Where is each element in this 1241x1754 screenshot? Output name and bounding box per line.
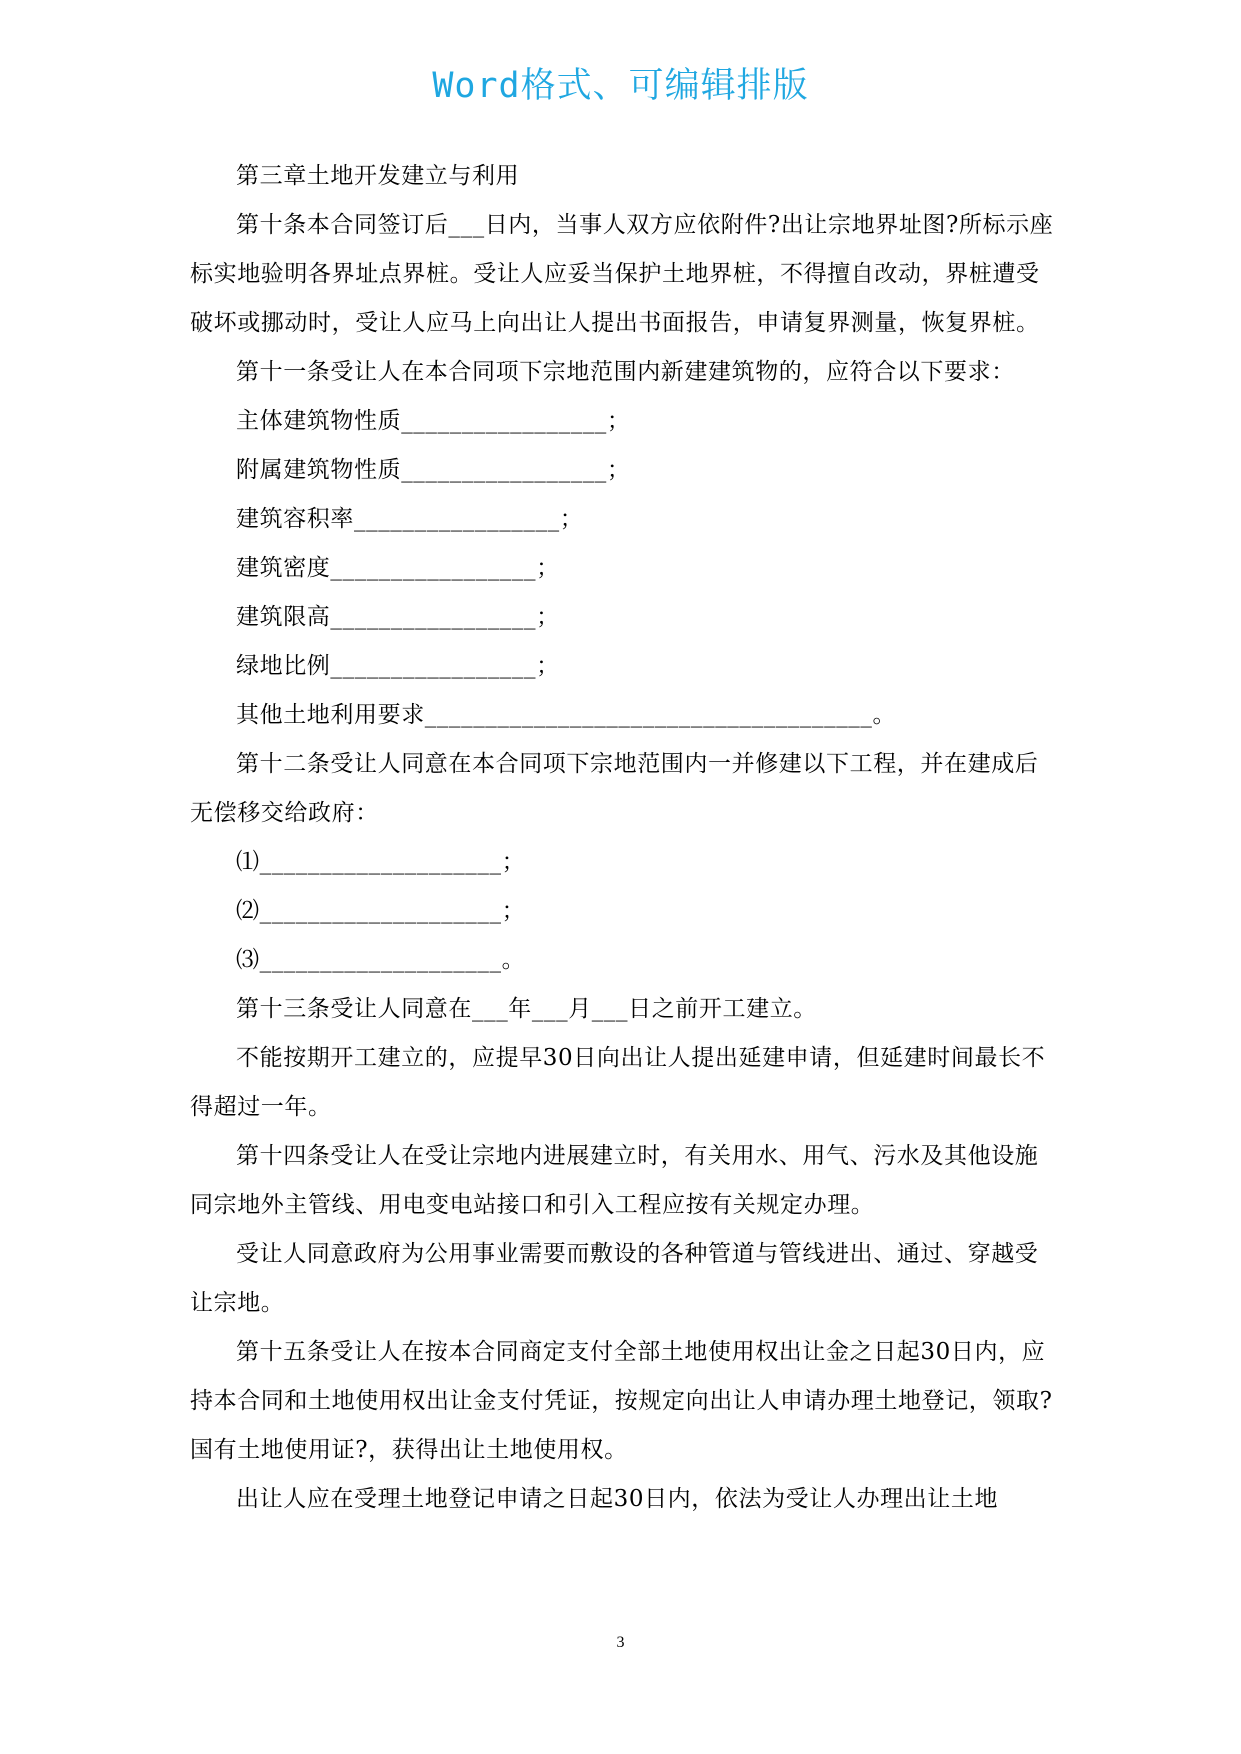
paragraph: 第十三条受让人同意在___年___月___日之前开工建立。	[236, 996, 817, 1022]
paragraph: 主体建筑物性质_________________；	[236, 408, 631, 434]
paragraph: 受让人同意政府为公用事业需要而敷设的各种管道与管线进出、通过、穿越受让宗地。	[190, 1241, 1039, 1316]
paragraph: 第十一条受让人在本合同项下宗地范围内新建建筑物的，应符合以下要求：	[236, 359, 1015, 385]
paragraph: 绿地比例_________________；	[236, 653, 560, 679]
document-body	[190, 152, 1060, 1524]
paragraph: ⑵____________________；	[236, 898, 526, 924]
paragraph: 其他土地利用要求_____________________________________。	[236, 702, 897, 728]
paragraph: 第十五条受让人在按本合同商定支付全部土地使用权出让金之日起30日内，应持本合同和土地使用权出让金支付凭证，按规定向出让人申请办理土地登记，领取?国有土地使用证?，获得出让土地使用权。	[190, 1339, 1053, 1463]
paragraph: 第十条本合同签订后___日内，当事人双方应依附件?出让宗地界址图?所标示座标实地验明各界址点界桩。受让人应妥当保护土地界桩，不得擅自改动，界桩遭受破坏或挪动时，受让人应马上向出让人提出书面报告，申请复界测量，恢复界桩。	[190, 212, 1054, 336]
page-number: 3	[616, 1634, 625, 1651]
paragraph: 不能按期开工建立的，应提早30日向出让人提出延建申请，但延建时间最长不得超过一年。	[190, 1045, 1046, 1120]
paragraph: 建筑容积率_________________；	[236, 506, 584, 532]
paragraph: 附属建筑物性质_________________；	[236, 457, 631, 483]
page-header-title: Word格式、可编辑排版	[432, 66, 809, 106]
paragraph: ⑴____________________；	[236, 849, 526, 875]
paragraph: ⑶____________________。	[236, 947, 526, 973]
paragraph: 建筑密度_________________；	[236, 555, 560, 581]
paragraph: 出让人应在受理土地登记申请之日起30日内，依法为受让人办理出让土地	[236, 1486, 999, 1512]
paragraph: 第十四条受让人在受让宗地内进展建立时，有关用水、用气、污水及其他设施同宗地外主管线、用电变电站接口和引入工程应按有关规定办理。	[190, 1143, 1039, 1218]
paragraph: 建筑限高_________________；	[236, 604, 560, 630]
paragraph: 第十二条受让人同意在本合同项下宗地范围内一并修建以下工程，并在建成后无偿移交给政府：	[190, 751, 1039, 826]
paragraph: 第三章土地开发建立与利用	[236, 163, 520, 189]
